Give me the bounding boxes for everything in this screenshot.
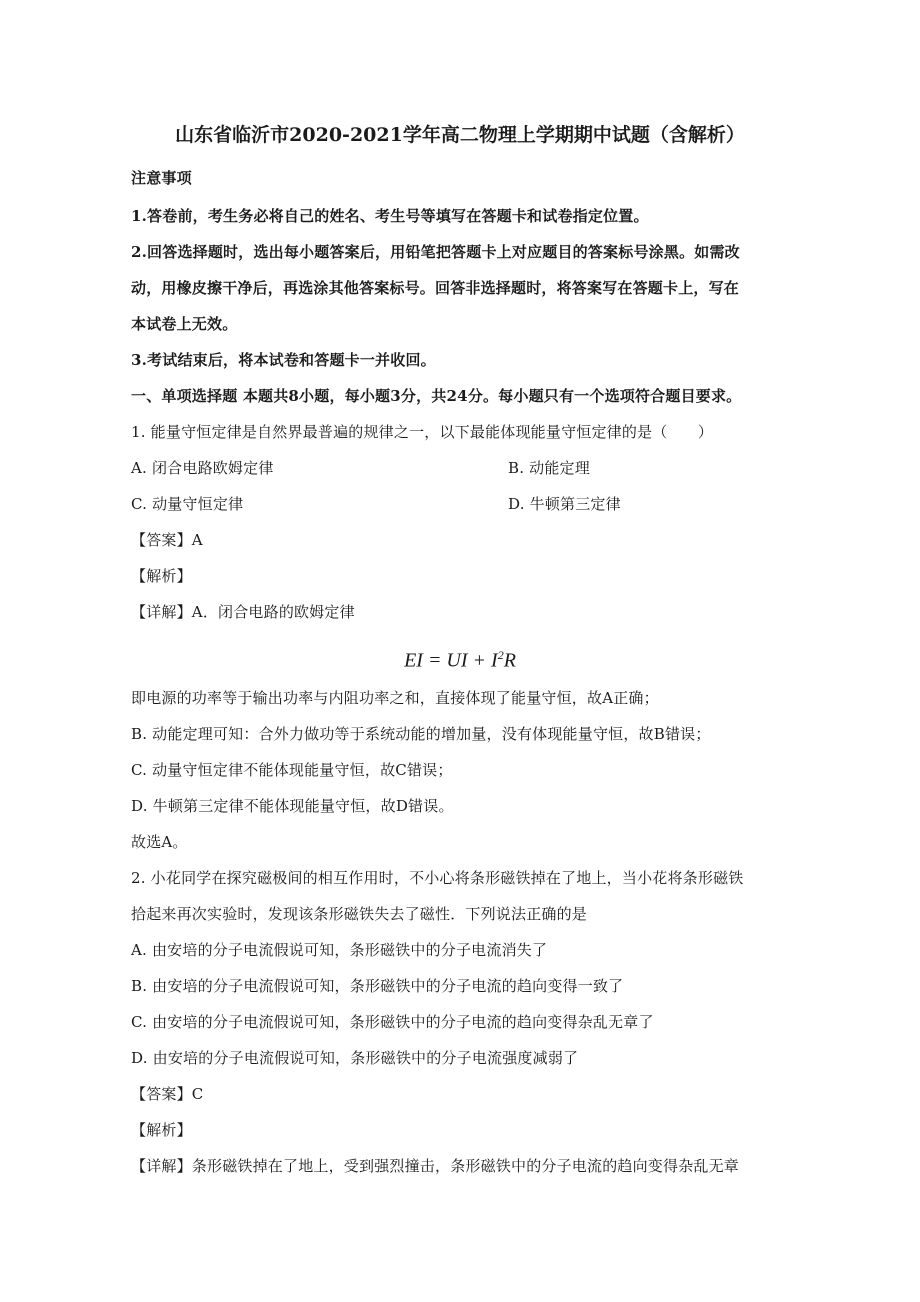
page-title: 山东省临沂市2020-2021学年高二物理上学期期中试题（含解析） <box>175 124 745 146</box>
q1-explanation-2: B. 动能定理可知：合外力做功等于系统动能的增加量，没有体现能量守恒，故B错误； <box>131 725 711 743</box>
q2-stem-line-2: 拾起来再次实验时，发现该条形磁铁失去了磁性．下列说法正确的是 <box>131 905 588 923</box>
note-3: 3.考试结束后，将本试卷和答题卡一并收回。 <box>131 351 436 369</box>
q2-option-a: A. 由安培的分子电流假说可知，条形磁铁中的分子电流消失了 <box>131 941 548 959</box>
q1-choose: 故选A。 <box>131 833 188 851</box>
q1-analysis-label: 【解析】 <box>131 567 192 585</box>
note-1: 1.答卷前，考生务必将自己的姓名、考生号等填写在答题卡和试卷指定位置。 <box>131 207 649 225</box>
q2-option-b: B. 由安培的分子电流假说可知，条形磁铁中的分子电流的趋向变得一致了 <box>131 977 624 995</box>
note-2-line-3: 本试卷上无效。 <box>131 315 238 333</box>
notes-heading: 注意事项 <box>131 169 192 187</box>
q1-explanation-4: D. 牛顿第三定律不能体现能量守恒，故D错误。 <box>131 797 454 815</box>
q1-option-c: C. 动量守恒定律 <box>131 495 244 513</box>
q1-explanation-1: 即电源的功率等于输出功率与内阻功率之和，直接体现了能量守恒，故A正确； <box>131 689 659 707</box>
formula-end: R <box>503 649 516 672</box>
q1-formula <box>0 642 920 674</box>
q1-explanation-3: C. 动量守恒定律不能体现能量守恒，故C错误； <box>131 761 453 779</box>
q1-stem: 1. 能量守恒定律是自然界最普遍的规律之一，以下最能体现能量守恒定律的是（ ） <box>131 423 714 441</box>
q1-option-a: A. 闭合电路欧姆定律 <box>131 459 274 477</box>
formula-exponent: 2 <box>497 648 504 662</box>
q2-stem-line-1: 2. 小花同学在探究磁极间的相互作用时，不小心将条形磁铁掉在了地上，当小花将条形磁铁 <box>131 869 744 887</box>
q1-answer: 【答案】A <box>131 531 203 549</box>
q1-option-d: D. 牛顿第三定律 <box>508 495 621 513</box>
q2-option-c: C. 由安培的分子电流假说可知，条形磁铁中的分子电流的趋向变得杂乱无章了 <box>131 1013 654 1031</box>
q1-detail: 【详解】A．闭合电路的欧姆定律 <box>131 603 355 621</box>
note-2-line-1: 2.回答选择题时，选出每小题答案后，用铅笔把答题卡上对应题目的答案标号涂黑。如需改 <box>131 243 740 261</box>
q2-option-d: D. 由安培的分子电流假说可知，条形磁铁中的分子电流强度减弱了 <box>131 1049 579 1067</box>
note-2-line-2: 动，用橡皮擦干净后，再选涂其他答案标号。回答非选择题时，将答案写在答题卡上，写在 <box>131 279 740 297</box>
section-heading: 一、单项选择题 本题共8小题，每小题3分，共24分。每小题只有一个选项符合题目要求。 <box>131 387 742 405</box>
q2-analysis-label: 【解析】 <box>131 1121 192 1139</box>
q1-option-b: B. 动能定理 <box>508 459 590 477</box>
q2-detail: 【详解】条形磁铁掉在了地上，受到强烈撞击，条形磁铁中的分子电流的趋向变得杂乱无章 <box>131 1157 740 1175</box>
q2-answer: 【答案】C <box>131 1085 204 1103</box>
formula-main: EI = UI + I <box>404 649 498 672</box>
